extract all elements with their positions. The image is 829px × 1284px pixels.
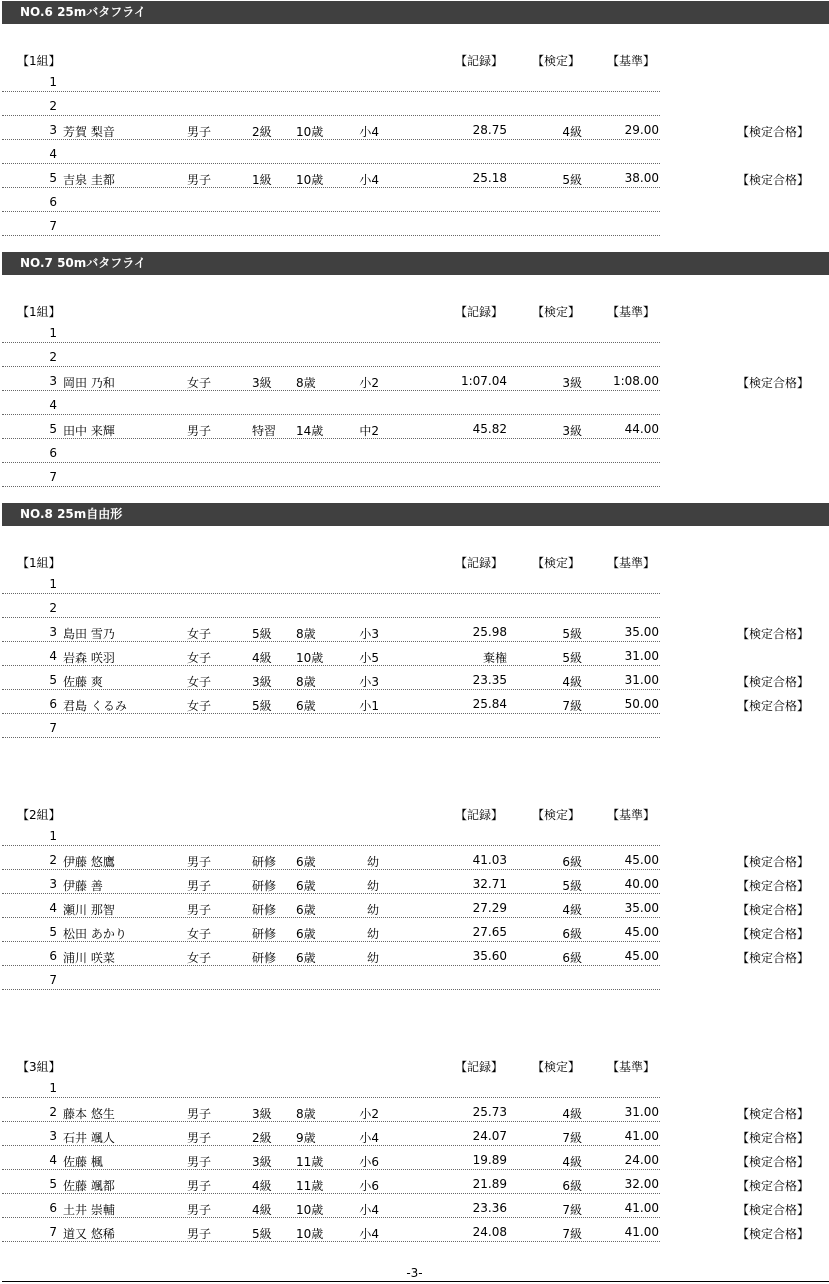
- record-time: 25.98: [472, 625, 507, 639]
- lane-number: 6: [49, 1201, 57, 1215]
- current-grade: 2級: [252, 125, 272, 139]
- school-year: 小4: [359, 1203, 379, 1217]
- table-row: [2, 1170, 660, 1194]
- swimmer-name: 芳賀 梨音: [63, 125, 115, 139]
- gender: 女子: [187, 951, 212, 965]
- age: 14歳: [296, 424, 324, 438]
- page-number: -3-: [406, 1266, 423, 1280]
- gender: 男子: [187, 125, 212, 139]
- school-year: 小4: [359, 1227, 379, 1241]
- test-grade: 6級: [562, 855, 582, 869]
- test-grade: 5級: [562, 879, 582, 893]
- standard-time: 40.00: [624, 877, 659, 891]
- test-grade: 4級: [562, 675, 582, 689]
- col-head-record: 【記録】: [455, 305, 504, 319]
- standard-time: 31.00: [624, 1105, 659, 1119]
- school-year: 幼: [366, 903, 379, 917]
- gender: 男子: [187, 855, 212, 869]
- test-grade: 7級: [562, 1227, 582, 1241]
- test-grade: 5級: [562, 627, 582, 641]
- standard-time: 41.00: [624, 1225, 659, 1239]
- lane-number: 5: [49, 673, 57, 687]
- standard-time: 35.00: [624, 625, 659, 639]
- age: 8歳: [296, 1107, 316, 1121]
- age: 6歳: [296, 927, 316, 941]
- table-row: [2, 140, 660, 164]
- footer-divider: [2, 1281, 829, 1282]
- lane-number: 3: [49, 877, 57, 891]
- lane-number: 2: [49, 99, 57, 113]
- age: 6歳: [296, 951, 316, 965]
- col-head-test: 【検定】: [532, 54, 581, 68]
- table-row: [2, 367, 660, 391]
- current-grade: 3級: [252, 1107, 272, 1121]
- lane-number: 5: [49, 422, 57, 436]
- table-row: [2, 1074, 660, 1098]
- table-row: [2, 116, 660, 140]
- group-label: 【1組】: [17, 556, 61, 570]
- record-time: 27.29: [472, 901, 507, 915]
- age: 10歳: [296, 173, 324, 187]
- lane-number: 3: [49, 1129, 57, 1143]
- age: 11歳: [296, 1179, 324, 1193]
- col-head-standard: 【基準】: [607, 305, 656, 319]
- standard-time: 41.00: [624, 1201, 659, 1215]
- group-label: 【1組】: [17, 54, 61, 68]
- current-grade: 5級: [252, 699, 272, 713]
- swimmer-name: 伊藤 善: [63, 879, 103, 893]
- record-time: 25.84: [472, 697, 507, 711]
- table-row: [2, 942, 660, 966]
- lane-number: 7: [49, 470, 57, 484]
- table-row: [2, 1098, 660, 1122]
- lane-number: 7: [49, 973, 57, 987]
- col-head-standard: 【基準】: [607, 54, 656, 68]
- standard-time: 44.00: [624, 422, 659, 436]
- gender: 男子: [187, 1179, 212, 1193]
- col-head-standard: 【基準】: [607, 808, 656, 822]
- col-head-record: 【記録】: [455, 808, 504, 822]
- lane-number: 7: [49, 219, 57, 233]
- table-row: [2, 846, 660, 870]
- current-grade: 4級: [252, 1203, 272, 1217]
- swimmer-name: 石井 颯人: [63, 1131, 115, 1145]
- record-time: 25.73: [472, 1105, 507, 1119]
- col-head-test: 【検定】: [532, 1060, 581, 1074]
- gender: 女子: [187, 699, 212, 713]
- record-time: 41.03: [472, 853, 507, 867]
- gender: 男子: [187, 1131, 212, 1145]
- table-row: [2, 92, 660, 116]
- test-grade: 6級: [562, 927, 582, 941]
- gender: 女子: [187, 675, 212, 689]
- current-grade: 3級: [252, 1155, 272, 1169]
- table-row: [2, 463, 660, 487]
- record-time: 24.07: [472, 1129, 507, 1143]
- event-header: NO.6 25mバタフライ: [2, 1, 829, 24]
- school-year: 小1: [359, 699, 379, 713]
- col-head-test: 【検定】: [532, 808, 581, 822]
- col-head-test: 【検定】: [532, 556, 581, 570]
- table-row: [2, 1194, 660, 1218]
- gender: 女子: [187, 627, 212, 641]
- school-year: 幼: [366, 951, 379, 965]
- age: 10歳: [296, 1227, 324, 1241]
- standard-time: 38.00: [624, 171, 659, 185]
- test-grade: 4級: [562, 903, 582, 917]
- school-year: 小5: [359, 651, 379, 665]
- standard-time: 50.00: [624, 697, 659, 711]
- school-year: 小6: [359, 1179, 379, 1193]
- table-row: [2, 642, 660, 666]
- age: 6歳: [296, 903, 316, 917]
- table-row: [2, 164, 660, 188]
- lane-number: 1: [49, 1081, 57, 1095]
- swimmer-name: 土井 崇輔: [63, 1203, 115, 1217]
- school-year: 小4: [359, 173, 379, 187]
- table-row: [2, 1146, 660, 1170]
- swimmer-name: 佐藤 楓: [63, 1155, 103, 1169]
- gender: 男子: [187, 1107, 212, 1121]
- pass-badge: 【検定合格】: [737, 1203, 810, 1217]
- standard-time: 24.00: [624, 1153, 659, 1167]
- test-grade: 6級: [562, 951, 582, 965]
- table-row: [2, 415, 660, 439]
- gender: 男子: [187, 1155, 212, 1169]
- event-header: NO.8 25m自由形: [2, 503, 829, 526]
- swimmer-name: 君島 くるみ: [63, 699, 127, 713]
- col-head-test: 【検定】: [532, 305, 581, 319]
- lane-number: 6: [49, 697, 57, 711]
- test-grade: 3級: [562, 424, 582, 438]
- test-grade: 5級: [562, 651, 582, 665]
- swimmer-name: 松田 あかり: [63, 927, 127, 941]
- group-label: 【3組】: [17, 1060, 61, 1074]
- school-year: 小3: [359, 675, 379, 689]
- table-row: [2, 966, 660, 990]
- group-label: 【1組】: [17, 305, 61, 319]
- standard-time: 32.00: [624, 1177, 659, 1191]
- school-year: 幼: [366, 855, 379, 869]
- test-grade: 4級: [562, 1107, 582, 1121]
- pass-badge: 【検定合格】: [737, 1179, 810, 1193]
- test-grade: 4級: [562, 1155, 582, 1169]
- swimmer-name: 吉泉 圭都: [63, 173, 115, 187]
- standard-time: 45.00: [624, 925, 659, 939]
- record-time: 28.75: [472, 123, 507, 137]
- record-time: 35.60: [472, 949, 507, 963]
- school-year: 小2: [359, 1107, 379, 1121]
- lane-number: 2: [49, 350, 57, 364]
- pass-badge: 【検定合格】: [737, 1227, 810, 1241]
- record-time: 45.82: [472, 422, 507, 436]
- pass-badge: 【検定合格】: [737, 675, 810, 689]
- test-grade: 7級: [562, 1203, 582, 1217]
- school-year: 幼: [366, 927, 379, 941]
- lane-number: 7: [49, 721, 57, 735]
- table-row: [2, 188, 660, 212]
- table-row: [2, 870, 660, 894]
- school-year: 小4: [359, 1131, 379, 1145]
- swimmer-name: 佐藤 颯都: [63, 1179, 115, 1193]
- gender: 男子: [187, 1203, 212, 1217]
- standard-time: 29.00: [624, 123, 659, 137]
- swimmer-name: 岩森 咲羽: [63, 651, 115, 665]
- lane-number: 4: [49, 1153, 57, 1167]
- gender: 女子: [187, 651, 212, 665]
- test-grade: 3級: [562, 376, 582, 390]
- age: 6歳: [296, 699, 316, 713]
- current-grade: 研修: [252, 951, 277, 965]
- col-head-record: 【記録】: [455, 556, 504, 570]
- age: 6歳: [296, 855, 316, 869]
- table-row: [2, 212, 660, 236]
- current-grade: 3級: [252, 376, 272, 390]
- table-row: [2, 68, 660, 92]
- school-year: 小2: [359, 376, 379, 390]
- age: 8歳: [296, 675, 316, 689]
- lane-number: 6: [49, 949, 57, 963]
- pass-badge: 【検定合格】: [737, 1107, 810, 1121]
- pass-badge: 【検定合格】: [737, 855, 810, 869]
- col-head-record: 【記録】: [455, 54, 504, 68]
- gender: 男子: [187, 424, 212, 438]
- swimmer-name: 佐藤 爽: [63, 675, 103, 689]
- swimmer-name: 道又 悠稀: [63, 1227, 115, 1241]
- test-grade: 4級: [562, 125, 582, 139]
- lane-number: 5: [49, 925, 57, 939]
- col-head-standard: 【基準】: [607, 1060, 656, 1074]
- table-row: [2, 666, 660, 690]
- table-row: [2, 1218, 660, 1242]
- table-row: [2, 918, 660, 942]
- gender: 男子: [187, 903, 212, 917]
- lane-number: 4: [49, 649, 57, 663]
- current-grade: 研修: [252, 927, 277, 941]
- lane-number: 3: [49, 123, 57, 137]
- current-grade: 4級: [252, 651, 272, 665]
- current-grade: 1級: [252, 173, 272, 187]
- swimmer-name: 島田 雪乃: [63, 627, 115, 641]
- gender: 男子: [187, 1227, 212, 1241]
- pass-badge: 【検定合格】: [737, 903, 810, 917]
- record-time: 棄権: [482, 651, 507, 665]
- lane-number: 5: [49, 171, 57, 185]
- lane-number: 4: [49, 147, 57, 161]
- col-head-record: 【記録】: [455, 1060, 504, 1074]
- lane-number: 1: [49, 326, 57, 340]
- pass-badge: 【検定合格】: [737, 1155, 810, 1169]
- age: 11歳: [296, 1155, 324, 1169]
- current-grade: 研修: [252, 855, 277, 869]
- age: 8歳: [296, 627, 316, 641]
- record-time: 21.89: [472, 1177, 507, 1191]
- lane-number: 5: [49, 1177, 57, 1191]
- event-header: NO.7 50mバタフライ: [2, 252, 829, 275]
- standard-time: 35.00: [624, 901, 659, 915]
- gender: 男子: [187, 173, 212, 187]
- current-grade: 研修: [252, 903, 277, 917]
- lane-number: 3: [49, 374, 57, 388]
- gender: 男子: [187, 879, 212, 893]
- current-grade: 2級: [252, 1131, 272, 1145]
- pass-badge: 【検定合格】: [737, 125, 810, 139]
- age: 8歳: [296, 376, 316, 390]
- table-row: [2, 714, 660, 738]
- record-time: 25.18: [472, 171, 507, 185]
- record-time: 23.36: [472, 1201, 507, 1215]
- school-year: 幼: [366, 879, 379, 893]
- swimmer-name: 伊藤 悠鷹: [63, 855, 115, 869]
- lane-number: 2: [49, 601, 57, 615]
- col-head-standard: 【基準】: [607, 556, 656, 570]
- swimmer-name: 浦川 咲菜: [63, 951, 115, 965]
- pass-badge: 【検定合格】: [737, 699, 810, 713]
- record-time: 32.71: [472, 877, 507, 891]
- age: 10歳: [296, 651, 324, 665]
- pass-badge: 【検定合格】: [737, 927, 810, 941]
- lane-number: 4: [49, 901, 57, 915]
- age: 10歳: [296, 1203, 324, 1217]
- standard-time: 45.00: [624, 853, 659, 867]
- lane-number: 1: [49, 577, 57, 591]
- table-row: [2, 822, 660, 846]
- pass-badge: 【検定合格】: [737, 173, 810, 187]
- age: 9歳: [296, 1131, 316, 1145]
- standard-time: 31.00: [624, 673, 659, 687]
- table-row: [2, 570, 660, 594]
- school-year: 小4: [359, 125, 379, 139]
- swimmer-name: 岡田 乃和: [63, 376, 115, 390]
- pass-badge: 【検定合格】: [737, 1131, 810, 1145]
- age: 6歳: [296, 879, 316, 893]
- lane-number: 4: [49, 398, 57, 412]
- swimmer-name: 田中 来輝: [63, 424, 115, 438]
- lane-number: 3: [49, 625, 57, 639]
- age: 10歳: [296, 125, 324, 139]
- gender: 女子: [187, 376, 212, 390]
- current-grade: 4級: [252, 1179, 272, 1193]
- school-year: 小3: [359, 627, 379, 641]
- standard-time: 1:08.00: [612, 374, 659, 388]
- test-grade: 7級: [562, 699, 582, 713]
- swimmer-name: 瀬川 那智: [63, 903, 115, 917]
- table-row: [2, 343, 660, 367]
- current-grade: 研修: [252, 879, 277, 893]
- pass-badge: 【検定合格】: [737, 951, 810, 965]
- table-row: [2, 594, 660, 618]
- lane-number: 1: [49, 829, 57, 843]
- pass-badge: 【検定合格】: [737, 376, 810, 390]
- record-time: 27.65: [472, 925, 507, 939]
- table-row: [2, 618, 660, 642]
- test-grade: 7級: [562, 1131, 582, 1145]
- record-time: 23.35: [472, 673, 507, 687]
- lane-number: 6: [49, 446, 57, 460]
- lane-number: 6: [49, 195, 57, 209]
- record-time: 1:07.04: [460, 374, 507, 388]
- current-grade: 特習: [252, 424, 277, 438]
- swimmer-name: 藤本 悠生: [63, 1107, 115, 1121]
- lane-number: 2: [49, 1105, 57, 1119]
- standard-time: 45.00: [624, 949, 659, 963]
- table-row: [2, 391, 660, 415]
- table-row: [2, 690, 660, 714]
- record-time: 24.08: [472, 1225, 507, 1239]
- test-grade: 5級: [562, 173, 582, 187]
- group-label: 【2組】: [17, 808, 61, 822]
- lane-number: 2: [49, 853, 57, 867]
- current-grade: 3級: [252, 675, 272, 689]
- lane-number: 7: [49, 1225, 57, 1239]
- table-row: [2, 439, 660, 463]
- current-grade: 5級: [252, 1227, 272, 1241]
- record-time: 19.89: [472, 1153, 507, 1167]
- pass-badge: 【検定合格】: [737, 879, 810, 893]
- standard-time: 31.00: [624, 649, 659, 663]
- gender: 女子: [187, 927, 212, 941]
- standard-time: 41.00: [624, 1129, 659, 1143]
- pass-badge: 【検定合格】: [737, 627, 810, 641]
- table-row: [2, 1122, 660, 1146]
- school-year: 小6: [359, 1155, 379, 1169]
- current-grade: 5級: [252, 627, 272, 641]
- lane-number: 1: [49, 75, 57, 89]
- test-grade: 6級: [562, 1179, 582, 1193]
- table-row: [2, 319, 660, 343]
- table-row: [2, 894, 660, 918]
- school-year: 中2: [359, 424, 379, 438]
